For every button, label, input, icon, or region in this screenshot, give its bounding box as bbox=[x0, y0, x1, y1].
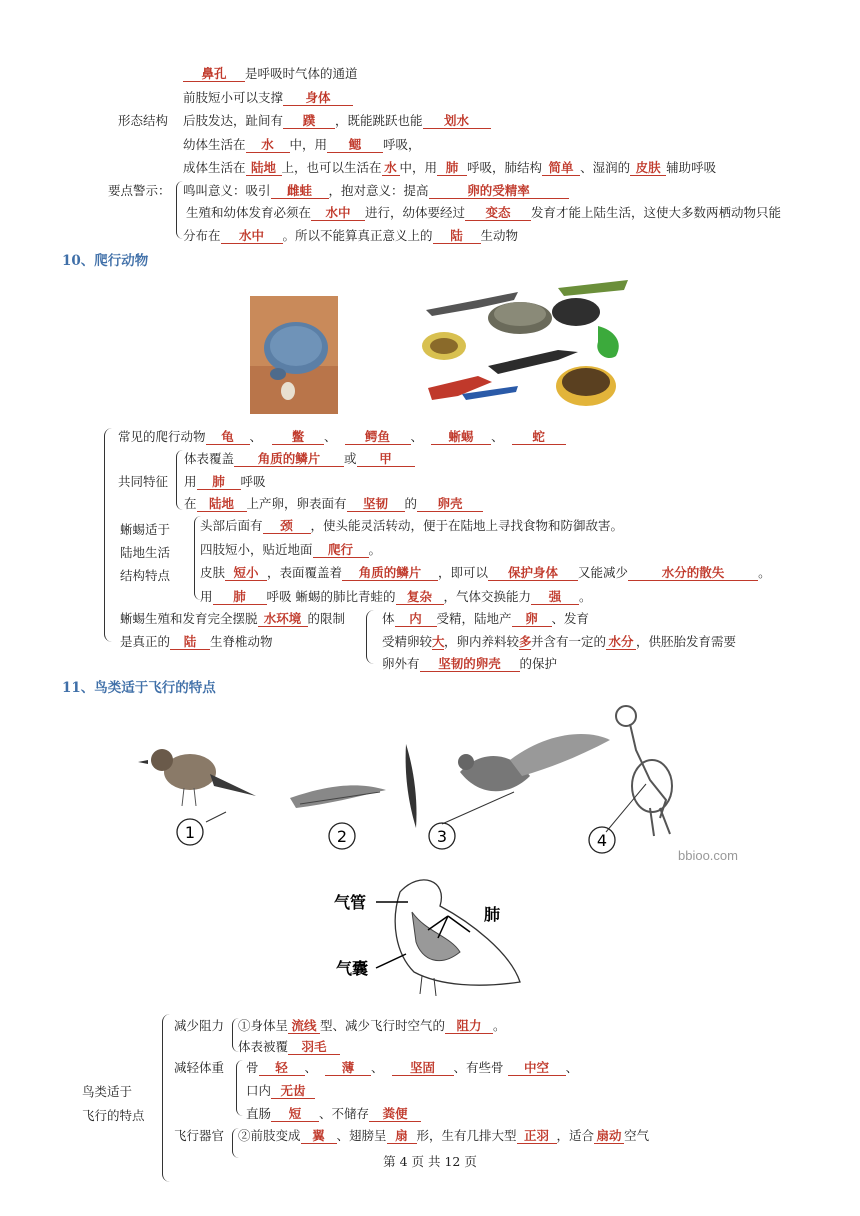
blank: 陆地 bbox=[246, 161, 282, 176]
blank: 颈 bbox=[263, 519, 311, 534]
blank: 变态 bbox=[465, 206, 531, 221]
blank: 扇 bbox=[387, 1129, 417, 1144]
blank: 划水 bbox=[423, 114, 491, 129]
text: 。 bbox=[368, 542, 382, 557]
blank: 简单 bbox=[542, 161, 580, 176]
text: 呼吸，肺结构 bbox=[467, 160, 543, 175]
text: ②前肢变成 bbox=[238, 1128, 301, 1143]
fertilization-line bbox=[382, 609, 589, 627]
text: ①身体呈 bbox=[238, 1018, 289, 1033]
text: 又能减少 bbox=[578, 565, 629, 580]
blank: 卵 bbox=[512, 612, 552, 627]
text: 鸣叫意义：吸引 bbox=[183, 183, 271, 198]
blank: 卵的受精率 bbox=[429, 184, 569, 199]
text: 中，用 bbox=[289, 137, 328, 152]
text: 、湿润的 bbox=[580, 160, 631, 175]
blank: 大 bbox=[432, 634, 445, 649]
page-footer: 第 4 页 共 12 页 bbox=[383, 1154, 477, 1169]
text: ，即可以 bbox=[438, 565, 489, 580]
text: 、有些骨 bbox=[453, 1060, 504, 1075]
text: 分布在 bbox=[183, 228, 221, 243]
text: 中，用 bbox=[399, 160, 438, 175]
blank: 蹼 bbox=[283, 114, 335, 129]
blank: 复杂 bbox=[396, 590, 444, 605]
blank: 强 bbox=[531, 590, 579, 605]
neck-line bbox=[200, 516, 623, 534]
blank: 翼 bbox=[301, 1129, 337, 1144]
blank: 保护身体 bbox=[488, 566, 578, 581]
text: 的 bbox=[404, 496, 418, 511]
text: 、发育 bbox=[551, 611, 590, 626]
text: 用 bbox=[200, 589, 213, 604]
brace bbox=[366, 610, 375, 664]
text: 辅助呼吸 bbox=[666, 160, 717, 175]
text: 进行，幼体要经过 bbox=[365, 205, 466, 220]
text: 。 bbox=[493, 1018, 506, 1033]
reduce-resistance-label: 减少阻力 bbox=[174, 1018, 225, 1033]
blank: 陆 bbox=[433, 229, 481, 244]
text: 、翅膀呈 bbox=[336, 1128, 387, 1143]
blank: 粪便 bbox=[369, 1107, 421, 1122]
lizard-label bbox=[120, 518, 170, 587]
text: 皮肤 bbox=[200, 565, 226, 580]
blank: 肺 bbox=[197, 475, 241, 490]
brace bbox=[104, 428, 115, 642]
text: ，适合 bbox=[556, 1128, 595, 1143]
repro-line bbox=[186, 203, 781, 221]
text: 。 bbox=[758, 565, 771, 580]
text: 、 bbox=[410, 429, 424, 444]
bird-flight-label bbox=[82, 1080, 145, 1128]
lung-label: 肺 bbox=[484, 905, 501, 924]
blank: 流线 bbox=[288, 1019, 320, 1034]
text: 常见的爬行动物 bbox=[118, 429, 206, 444]
figure-number: 2 bbox=[336, 827, 348, 846]
section-heading-bird: 11、鸟类适于飞行的特点 bbox=[62, 680, 216, 696]
blank: 身体 bbox=[283, 91, 353, 106]
text: 生动物 bbox=[480, 228, 519, 243]
cover-line bbox=[184, 449, 415, 467]
adult-line bbox=[183, 158, 716, 176]
wing-drawing bbox=[290, 785, 386, 808]
sparrow-drawing bbox=[138, 749, 256, 806]
hindlimb-line bbox=[183, 111, 491, 129]
text: 发育才能上陆生活，这使大多数两栖动物只能 bbox=[531, 205, 782, 220]
larva-line bbox=[183, 135, 421, 153]
distribution-line bbox=[183, 226, 518, 244]
blank: 角质的鳞片 bbox=[342, 566, 438, 581]
text: 结构特点 bbox=[120, 568, 171, 583]
reduce-weight-label: 减轻体重 bbox=[174, 1060, 225, 1075]
blank: 鼻孔 bbox=[183, 67, 245, 82]
text: 或 bbox=[344, 451, 357, 466]
rectum-line bbox=[246, 1104, 421, 1122]
text: 前肢短小可以支撑 bbox=[183, 90, 284, 105]
text: 。 bbox=[579, 589, 592, 604]
text: 飞行的特点 bbox=[82, 1108, 145, 1123]
text: 、 bbox=[491, 429, 504, 444]
blank: 轻 bbox=[259, 1061, 305, 1076]
watermark-text: bbioo.com bbox=[678, 848, 738, 863]
true-terrestrial-line bbox=[120, 632, 273, 650]
feather-drawing bbox=[406, 744, 417, 828]
text: 陆地生活 bbox=[120, 545, 171, 560]
blank: 水分 bbox=[606, 635, 636, 650]
text: 幼体生活在 bbox=[183, 137, 246, 152]
blank: 坚固 bbox=[392, 1061, 454, 1076]
blank: 肺 bbox=[437, 161, 467, 176]
text: 上产卵，卵表面有 bbox=[246, 496, 347, 511]
text: 四肢短小，贴近地面 bbox=[200, 542, 313, 557]
text: 鸟类适于 bbox=[82, 1084, 133, 1099]
text: 的保护 bbox=[519, 656, 558, 671]
blank: 水 bbox=[246, 138, 290, 153]
text: 在 bbox=[184, 496, 197, 511]
nose-line bbox=[183, 64, 358, 82]
text: ，抱对意义：提高 bbox=[328, 183, 429, 198]
text: 成体生活在 bbox=[183, 160, 246, 175]
blank: 角质的鳞片 bbox=[234, 452, 344, 467]
figure-number: 1 bbox=[184, 823, 196, 842]
text: ，使头能灵活转动，便于在陆地上寻找食物和防御敌害。 bbox=[310, 518, 624, 533]
free-line bbox=[120, 609, 345, 627]
blank: 鳃 bbox=[327, 138, 383, 153]
brace bbox=[176, 450, 183, 510]
limb-line bbox=[200, 540, 381, 558]
text: 、 bbox=[249, 429, 263, 444]
blank: 雌蛙 bbox=[271, 184, 329, 199]
text: 、 bbox=[324, 429, 337, 444]
skeleton-bird-drawing bbox=[616, 706, 672, 836]
text: ，卵内养料较 bbox=[444, 634, 520, 649]
blank: 羽毛 bbox=[288, 1040, 340, 1055]
blank: 短小 bbox=[225, 566, 267, 581]
text: 形，生有几排大型 bbox=[416, 1128, 517, 1143]
blank: 阻力 bbox=[445, 1019, 493, 1034]
shared-features-label: 共同特征 bbox=[118, 474, 169, 489]
text: 、 bbox=[565, 1060, 579, 1075]
text: 头部后面有 bbox=[200, 518, 263, 533]
blank: 肺 bbox=[213, 590, 267, 605]
blank: 薄 bbox=[325, 1061, 371, 1076]
text: 、 bbox=[371, 1060, 384, 1075]
text: 蜥蜴生殖和发育完全摆脱 bbox=[120, 611, 258, 626]
breath-line bbox=[184, 472, 266, 490]
warning-label: 要点警示： bbox=[108, 183, 171, 198]
wing-line bbox=[238, 1126, 649, 1144]
brace bbox=[236, 1060, 243, 1116]
call-line bbox=[183, 181, 569, 199]
text: 受精卵较 bbox=[382, 634, 433, 649]
muscle-bird-drawing bbox=[458, 734, 610, 791]
blank: 蜥蜴 bbox=[431, 430, 491, 445]
blank: 无齿 bbox=[271, 1084, 315, 1099]
yolk-line bbox=[382, 632, 736, 650]
text: 的限制 bbox=[307, 611, 346, 626]
flight-organ-label: 飞行器官 bbox=[174, 1128, 225, 1143]
respiratory-diagram bbox=[330, 872, 530, 1002]
text: ，气体交换能力 bbox=[443, 589, 532, 604]
airsac-label: 气囊 bbox=[336, 959, 369, 978]
text: 、 bbox=[304, 1060, 318, 1075]
bone-line bbox=[246, 1058, 578, 1076]
blank: 中空 bbox=[508, 1061, 566, 1076]
blank: 扇动 bbox=[594, 1129, 624, 1144]
text: 口内 bbox=[246, 1083, 272, 1098]
text: 体 bbox=[382, 611, 395, 626]
blank: 水中 bbox=[311, 206, 365, 221]
blank: 水 bbox=[382, 161, 400, 176]
text: 直肠 bbox=[246, 1106, 272, 1121]
blank: 陆 bbox=[170, 635, 210, 650]
text: 型、减少飞行时空气的 bbox=[320, 1018, 446, 1033]
blank: 甲 bbox=[357, 452, 415, 467]
text: 是呼吸时气体的通道 bbox=[245, 66, 358, 81]
text: 空气 bbox=[624, 1128, 650, 1143]
blank: 内 bbox=[395, 612, 437, 627]
shell-line bbox=[382, 654, 557, 672]
text: 骨 bbox=[246, 1060, 259, 1075]
text: ，供胚胎发育需要 bbox=[636, 634, 737, 649]
text: 上，也可以生活在 bbox=[281, 160, 382, 175]
text: 生殖和幼体发育必须在 bbox=[186, 205, 312, 220]
figure-number: 4 bbox=[596, 831, 608, 850]
bird-figures bbox=[130, 700, 740, 866]
blank: 陆地 bbox=[197, 497, 247, 512]
blank: 短 bbox=[271, 1107, 319, 1122]
blank: 水分的散失 bbox=[628, 566, 758, 581]
text: 。所以不能算真正意义上的 bbox=[282, 228, 433, 243]
blank: 水中 bbox=[221, 229, 283, 244]
blank: 皮肤 bbox=[630, 161, 666, 176]
blank: 坚韧的卵壳 bbox=[420, 657, 520, 672]
trachea-label: 气管 bbox=[334, 893, 367, 912]
common-reptiles-line bbox=[118, 427, 566, 445]
shape-line bbox=[238, 1016, 506, 1034]
text: ，表面覆盖着 bbox=[267, 565, 343, 580]
forelimb-line bbox=[183, 88, 353, 106]
text: 蜥蜴适于 bbox=[120, 522, 171, 537]
brace bbox=[176, 181, 183, 239]
text: 呼吸 bbox=[240, 474, 266, 489]
text: 受精，陆地产 bbox=[436, 611, 512, 626]
blank: 坚韧 bbox=[347, 497, 405, 512]
figure-number: 3 bbox=[436, 827, 448, 846]
text: ，既能跳跃也能 bbox=[335, 113, 423, 128]
text: 卵外有 bbox=[382, 656, 420, 671]
blank: 正羽 bbox=[517, 1129, 557, 1144]
blank: 龟 bbox=[206, 430, 250, 445]
blank: 蛇 bbox=[512, 430, 566, 445]
text: 是真正的 bbox=[120, 634, 171, 649]
text: 并含有一定的 bbox=[531, 634, 607, 649]
section-heading-reptile: 10、爬行动物 bbox=[62, 253, 149, 269]
blank: 多 bbox=[519, 634, 532, 649]
blank: 水环境 bbox=[258, 612, 308, 627]
reptile-models-photo bbox=[418, 270, 634, 416]
feather-line bbox=[238, 1037, 340, 1055]
form-structure-label: 形态结构 bbox=[118, 113, 169, 128]
mouth-line bbox=[246, 1081, 315, 1099]
text: 生脊椎动物 bbox=[210, 634, 273, 649]
blank: 鳄鱼 bbox=[345, 430, 411, 445]
blank: 卵壳 bbox=[417, 497, 483, 512]
blank: 爬行 bbox=[313, 543, 369, 558]
egg-line bbox=[184, 494, 483, 512]
text: 呼吸 蜥蜴的肺比青蛙的 bbox=[266, 589, 396, 604]
text: 呼吸， bbox=[383, 137, 421, 152]
turtle-photo bbox=[250, 296, 338, 414]
skin-line bbox=[200, 563, 771, 581]
text: 、不储存 bbox=[319, 1106, 370, 1121]
lung-line bbox=[200, 587, 592, 605]
text: 体表被覆 bbox=[238, 1039, 289, 1054]
text: 后肢发达，趾间有 bbox=[183, 113, 284, 128]
blank: 鳖 bbox=[272, 430, 324, 445]
text: 用 bbox=[184, 474, 197, 489]
text: 体表覆盖 bbox=[184, 451, 235, 466]
